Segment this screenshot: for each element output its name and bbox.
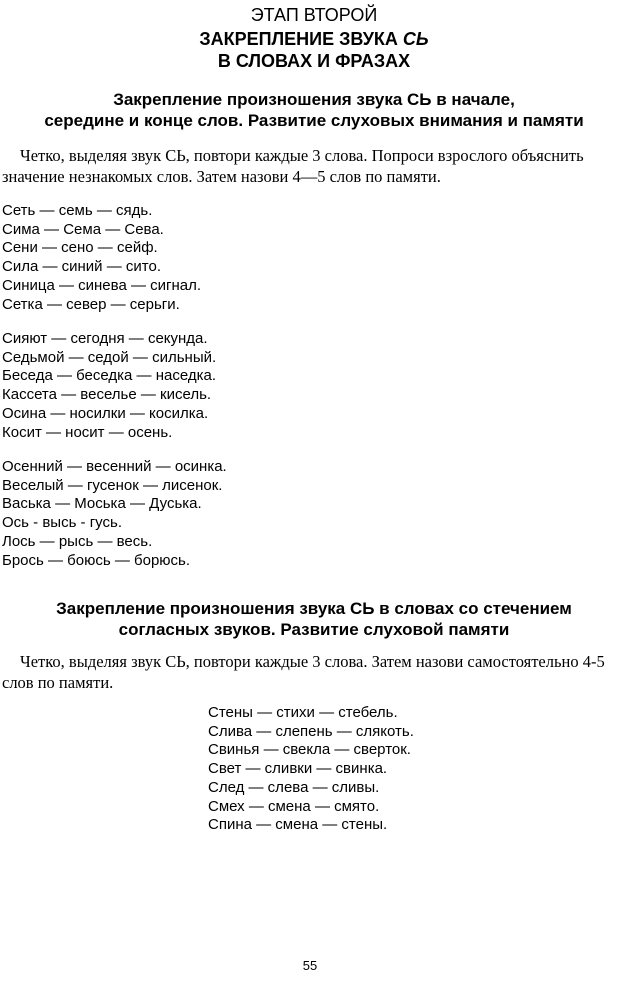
word-line: Осенний — весенний — осинка. bbox=[2, 458, 227, 475]
section2-heading-line-1: Закрепление произношения звука СЬ в словах со стечением bbox=[56, 599, 572, 618]
word-line: Кассета — веселье — кисель. bbox=[2, 386, 212, 404]
title-line-1 bbox=[0, 28, 620, 50]
word-line: Спина — смена — стены. bbox=[208, 816, 388, 834]
section1-word-group-2 bbox=[2, 330, 216, 442]
section2-heading bbox=[0, 598, 620, 640]
word-line: Свинья — свекла — сверток. bbox=[208, 741, 411, 759]
word-line: Брось — боюсь — борюсь. bbox=[2, 551, 191, 569]
word-line: Ось - высь - гусь. bbox=[2, 514, 122, 532]
word-line: Сияют — сегодня — секунда. bbox=[2, 330, 208, 347]
section1-heading-line-1: Закрепление произношения звука СЬ в начале, bbox=[113, 90, 515, 109]
word-line: Осина — носилки — косилка. bbox=[2, 404, 209, 422]
section2-heading-line-2: согласных звуков. Развитие слуховой памяти bbox=[118, 620, 510, 639]
word-line: Косит — носит — осень. bbox=[2, 423, 173, 441]
word-line: Веселый — гусенок — лисенок. bbox=[2, 476, 223, 494]
word-line: Сетка — север — серьги. bbox=[2, 295, 180, 313]
section1-instruction: Четко, выделяя звук СЬ, повтори каждые 3 слова. Попроси взрослого объяснить значение незнакомых слов. Затем назови 4—5 слов по памяти. bbox=[2, 146, 584, 186]
section1-heading-line-2: середине и конце слов. Развитие слуховых внимания и памяти bbox=[44, 111, 584, 130]
word-line: Свет — сливки — свинка. bbox=[208, 760, 388, 778]
stage-label: ЭТАП ВТОРОЙ bbox=[250, 5, 378, 25]
page-number: 55 bbox=[302, 958, 318, 973]
word-line: Стены — стихи — стебель. bbox=[208, 704, 398, 721]
word-line: Сима — Сема — Сева. bbox=[2, 220, 164, 238]
section1-heading bbox=[0, 89, 620, 131]
word-line: Беседа — беседка — наседка. bbox=[2, 367, 217, 385]
title-line-1-text: ЗАКРЕПЛЕНИЕ ЗВУКА bbox=[199, 29, 403, 49]
word-line: Слива — слепень — слякоть. bbox=[208, 722, 414, 740]
word-line: Васька — Моська — Дуська. bbox=[2, 495, 202, 513]
word-line: Седьмой — седой — сильный. bbox=[2, 348, 217, 366]
section2-instruction: Четко, выделяя звук СЬ, повтори каждые 3 слова. Затем назови самостоятельно 4-5 слов по памяти. bbox=[2, 652, 605, 692]
title-sound: СЬ bbox=[402, 29, 429, 49]
section2-word-group bbox=[208, 704, 414, 835]
word-line: Сеть — семь — сядь. bbox=[2, 202, 153, 219]
word-line: Синица — синева — сигнал. bbox=[2, 276, 202, 294]
title-line-2: В СЛОВАХ И ФРАЗАХ bbox=[217, 51, 411, 71]
word-line: Смех — смена — смято. bbox=[208, 797, 380, 815]
section1-word-group-3 bbox=[2, 458, 227, 570]
word-line: Сила — синий — сито. bbox=[2, 258, 161, 276]
word-line: Сени — сено — сейф. bbox=[2, 239, 158, 257]
word-line: След — слева — сливы. bbox=[208, 778, 380, 796]
page-title bbox=[0, 28, 620, 72]
section1-word-group-1 bbox=[2, 202, 201, 314]
word-line: Лось — рысь — весь. bbox=[2, 532, 153, 550]
